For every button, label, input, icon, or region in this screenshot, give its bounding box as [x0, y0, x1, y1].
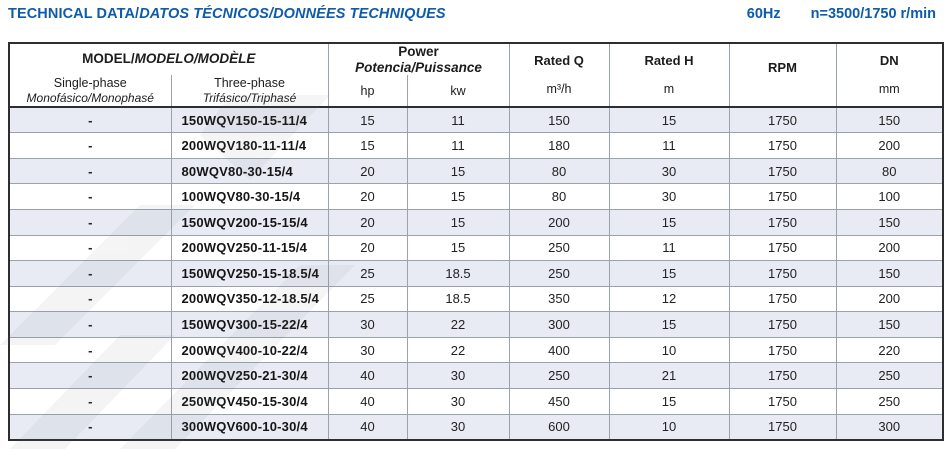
- technical-data-table-wrap: [8, 42, 942, 440]
- page-title-en: TECHNICAL DATA/: [8, 6, 140, 22]
- table-row: [9, 184, 943, 210]
- cell-model: 150WQV300-15-22/4: [171, 312, 328, 338]
- kw-unit-label: kw: [450, 84, 466, 99]
- power-group-intl: Potencia/Puissance: [355, 59, 482, 75]
- cell-kw: 11: [407, 133, 509, 159]
- table-row: [9, 107, 943, 133]
- cell-kw: 15: [407, 209, 509, 235]
- cell-model: 80WQV80-30-15/4: [171, 158, 328, 184]
- frequency-info: [747, 6, 936, 22]
- table-row: [9, 261, 943, 287]
- cell-rated-h: 11: [609, 235, 729, 261]
- rated-q-label: Rated Q: [534, 52, 584, 68]
- cell-rated-h: 11: [609, 133, 729, 159]
- cell-single-phase: -: [9, 389, 171, 415]
- cell-rated-q: 350: [509, 286, 609, 312]
- cell-model: 200WQV180-11-11/4: [171, 133, 328, 159]
- cell-single-phase: -: [9, 107, 171, 133]
- rated-h-unit: m: [663, 81, 675, 96]
- cell-model: 200WQV250-11-15/4: [171, 235, 328, 261]
- cell-rated-q: 150: [509, 107, 609, 133]
- column-header-rated-q: [509, 43, 609, 107]
- cell-rpm: 1750: [729, 286, 836, 312]
- table-row: [9, 363, 943, 389]
- cell-hp: 40: [328, 389, 407, 415]
- cell-kw: 30: [407, 363, 509, 389]
- cell-hp: 25: [328, 261, 407, 287]
- frequency-value: 60Hz: [746, 6, 781, 22]
- cell-rpm: 1750: [729, 158, 836, 184]
- technical-data-table: [8, 42, 944, 441]
- table-body: [9, 107, 943, 440]
- table-row: [9, 209, 943, 235]
- cell-rpm: 1750: [729, 107, 836, 133]
- cell-rpm: 1750: [729, 337, 836, 363]
- table-row: [9, 235, 943, 261]
- cell-dn: 150: [836, 209, 943, 235]
- cell-rated-q: 250: [509, 363, 609, 389]
- cell-dn: 200: [836, 133, 943, 159]
- dn-label: DN: [879, 52, 899, 68]
- cell-rated-q: 80: [509, 184, 609, 210]
- cell-rated-h: 15: [609, 312, 729, 338]
- cell-hp: 15: [328, 107, 407, 133]
- cell-rated-q: 80: [509, 158, 609, 184]
- cell-kw: 15: [407, 184, 509, 210]
- cell-hp: 20: [328, 235, 407, 261]
- cell-rated-h: 10: [609, 414, 729, 440]
- page-title-intl: DATOS TÉCNICOS/DONNÉES TECHNIQUES: [139, 6, 446, 22]
- cell-dn: 250: [836, 389, 943, 415]
- table-row: [9, 414, 943, 440]
- cell-dn: 100: [836, 184, 943, 210]
- cell-kw: 15: [407, 235, 509, 261]
- cell-dn: 150: [836, 261, 943, 287]
- cell-rated-h: 15: [609, 209, 729, 235]
- cell-model: 100WQV80-30-15/4: [171, 184, 328, 210]
- cell-hp: 40: [328, 414, 407, 440]
- rated-h-label: Rated H: [644, 52, 694, 68]
- speed-value: n=3500/1750 r/min: [810, 6, 936, 22]
- cell-rpm: 1750: [729, 312, 836, 338]
- cell-rated-h: 12: [609, 286, 729, 312]
- cell-single-phase: -: [9, 158, 171, 184]
- cell-rpm: 1750: [729, 133, 836, 159]
- table-row: [9, 158, 943, 184]
- power-group-en: Power: [398, 44, 439, 59]
- cell-kw: 22: [407, 337, 509, 363]
- cell-kw: 30: [407, 389, 509, 415]
- page-title: [8, 6, 446, 22]
- cell-model: 150WQV200-15-15/4: [171, 209, 328, 235]
- cell-rpm: 1750: [729, 389, 836, 415]
- cell-rpm: 1750: [729, 184, 836, 210]
- three-phase-en: Three-phase: [214, 75, 285, 90]
- table-row: [9, 312, 943, 338]
- cell-rated-q: 450: [509, 389, 609, 415]
- cell-dn: 250: [836, 363, 943, 389]
- column-header-dn: [836, 43, 943, 107]
- cell-single-phase: -: [9, 235, 171, 261]
- cell-single-phase: -: [9, 261, 171, 287]
- cell-rated-q: 180: [509, 133, 609, 159]
- cell-kw: 18.5: [407, 286, 509, 312]
- column-group-power: [328, 43, 509, 75]
- cell-dn: 300: [836, 414, 943, 440]
- model-group-en: MODEL/: [82, 51, 135, 67]
- cell-model: 200WQV400-10-22/4: [171, 337, 328, 363]
- cell-hp: 20: [328, 209, 407, 235]
- column-header-hp: [328, 75, 407, 107]
- cell-kw: 11: [407, 107, 509, 133]
- cell-rated-h: 21: [609, 363, 729, 389]
- dn-unit: mm: [878, 81, 900, 96]
- cell-kw: 18.5: [407, 261, 509, 287]
- column-header-rated-h: [609, 43, 729, 107]
- single-phase-en: Single-phase: [53, 75, 127, 90]
- cell-rated-h: 15: [609, 389, 729, 415]
- cell-single-phase: -: [9, 363, 171, 389]
- cell-rated-h: 10: [609, 337, 729, 363]
- column-header-single-phase: [9, 75, 171, 107]
- table-row: [9, 133, 943, 159]
- model-group-intl: MODELO/MODÈLE: [134, 51, 256, 67]
- cell-kw: 22: [407, 312, 509, 338]
- hp-unit-label: hp: [360, 84, 375, 99]
- cell-single-phase: -: [9, 312, 171, 338]
- column-group-model: [9, 43, 328, 75]
- cell-rated-h: 30: [609, 158, 729, 184]
- cell-single-phase: -: [9, 337, 171, 363]
- cell-dn: 220: [836, 337, 943, 363]
- cell-hp: 30: [328, 337, 407, 363]
- cell-dn: 200: [836, 235, 943, 261]
- cell-model: 250WQV450-15-30/4: [171, 389, 328, 415]
- rpm-label: RPM: [768, 59, 797, 75]
- cell-rpm: 1750: [729, 209, 836, 235]
- table-row: [9, 337, 943, 363]
- cell-rated-h: 15: [609, 107, 729, 133]
- column-header-three-phase: [171, 75, 328, 107]
- cell-model: 200WQV350-12-18.5/4: [171, 286, 328, 312]
- cell-kw: 30: [407, 414, 509, 440]
- column-header-rpm: [729, 43, 836, 107]
- cell-single-phase: -: [9, 184, 171, 210]
- cell-rpm: 1750: [729, 261, 836, 287]
- three-phase-intl: Trifásico/Triphasé: [202, 90, 297, 105]
- cell-single-phase: -: [9, 133, 171, 159]
- single-phase-intl: Monofásico/Monophasé: [26, 90, 154, 105]
- column-header-kw: [407, 75, 509, 107]
- cell-hp: 40: [328, 363, 407, 389]
- cell-rated-h: 30: [609, 184, 729, 210]
- cell-rated-q: 200: [509, 209, 609, 235]
- cell-rpm: 1750: [729, 235, 836, 261]
- cell-dn: 80: [836, 158, 943, 184]
- cell-rpm: 1750: [729, 414, 836, 440]
- cell-hp: 20: [328, 184, 407, 210]
- cell-hp: 20: [328, 158, 407, 184]
- table-row: [9, 286, 943, 312]
- table-row: [9, 389, 943, 415]
- cell-single-phase: -: [9, 286, 171, 312]
- cell-dn: 150: [836, 312, 943, 338]
- cell-model: 150WQV250-15-18.5/4: [171, 261, 328, 287]
- cell-rated-q: 250: [509, 261, 609, 287]
- cell-rated-q: 250: [509, 235, 609, 261]
- table-header: [9, 43, 943, 107]
- cell-dn: 150: [836, 107, 943, 133]
- cell-rated-h: 15: [609, 261, 729, 287]
- title-bar: [8, 6, 936, 22]
- cell-rated-q: 600: [509, 414, 609, 440]
- cell-rated-q: 400: [509, 337, 609, 363]
- cell-rpm: 1750: [729, 363, 836, 389]
- rated-q-unit: m³/h: [546, 81, 572, 96]
- cell-single-phase: -: [9, 414, 171, 440]
- cell-dn: 200: [836, 286, 943, 312]
- cell-hp: 30: [328, 312, 407, 338]
- cell-hp: 15: [328, 133, 407, 159]
- cell-rated-q: 300: [509, 312, 609, 338]
- cell-model: 200WQV250-21-30/4: [171, 363, 328, 389]
- cell-hp: 25: [328, 286, 407, 312]
- cell-single-phase: -: [9, 209, 171, 235]
- cell-model: 300WQV600-10-30/4: [171, 414, 328, 440]
- cell-kw: 15: [407, 158, 509, 184]
- cell-model: 150WQV150-15-11/4: [171, 107, 328, 133]
